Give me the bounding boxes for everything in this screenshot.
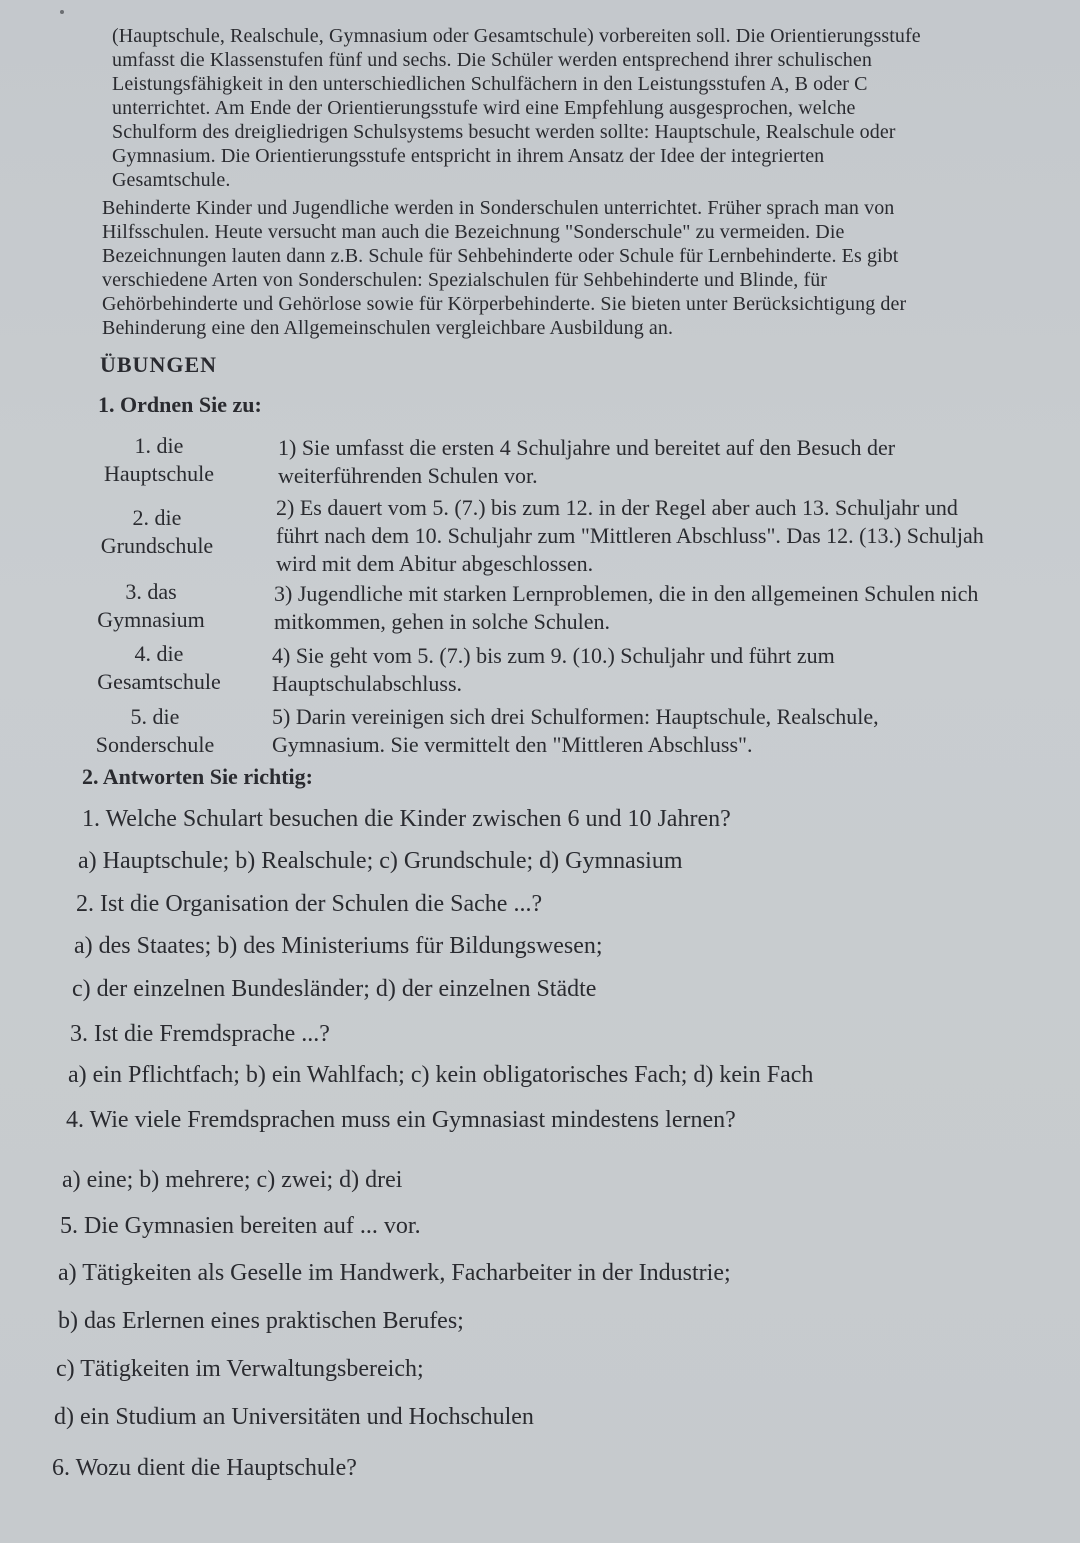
answer-option: a) Tätigkeiten als Geselle im Handwerk, Facharbeiter in der Industrie; (58, 1260, 731, 1286)
answer-option: b) das Erlernen eines praktischen Berufes; (58, 1308, 464, 1334)
match-pair (0, 578, 1080, 640)
answer-options-line: a) Hauptschule; b) Realschule; c) Grundschule; d) Gymnasium (78, 848, 683, 874)
term-line: 3. das (125, 579, 177, 604)
match-definition (272, 703, 879, 759)
term-line: Gesamtschule (97, 669, 221, 694)
question-line: 2. Ist die Organisation der Schulen die Sache ...? (76, 891, 543, 917)
term-line: Sonderschule (95, 732, 215, 757)
intro-paragraph (112, 24, 1062, 192)
definition-line: 3) Jugendliche mit starken Lernproblemen, die in den allgemeinen Schulen nich (274, 581, 979, 606)
paragraph-line: Leistungsfähigkeit in den unterschiedlichen Schulfächern in den Leistungsstufen A, B oder C (112, 73, 868, 95)
paragraph-line: Hilfsschulen. Heute versucht man auch die Bezeichnung "Sonderschule" zu vermeiden. Die (102, 221, 845, 243)
paragraph-line: Bezeichnungen lauten dann z.B. Schule für Sehbehinderte oder Schule für Lernbehinderte. Es gibt (102, 245, 899, 267)
term-line: 2. die (132, 505, 182, 530)
match-term (84, 640, 234, 696)
definition-line: weiterführenden Schulen vor. (278, 463, 538, 488)
paragraph-line: Gehörbehinderte und Gehörlose sowie für Körperbehinderte. Sie bieten unter Berücksichtigung der (102, 293, 907, 315)
term-line: 1. die (134, 433, 184, 458)
question-line: 4. Wie viele Fremdsprachen muss ein Gymnasiast mindestens lernen? (66, 1107, 736, 1133)
term-line: 5. die (130, 704, 180, 729)
match-term (84, 432, 234, 488)
answer-options-line: a) ein Pflichtfach; b) ein Wahlfach; c) kein obligatorisches Fach; d) kein Fach (68, 1062, 814, 1088)
answer-options-line: c) der einzelnen Bundesländer; d) der einzelnen Städte (72, 976, 597, 1002)
match-definition (272, 642, 835, 698)
paragraph-line: Behinderte Kinder und Jugendliche werden in Sonderschulen unterrichtet. Früher sprach man von (102, 197, 895, 219)
match-pair (0, 430, 1080, 492)
task1-title: 1. Ordnen Sie zu: (98, 392, 262, 417)
term-line: Gymnasium (97, 607, 205, 632)
task2-title: 2. Antworten Sie richtig: (82, 764, 313, 789)
definition-line: 4) Sie geht vom 5. (7.) bis zum 9. (10.) Schuljahr und führt zum (272, 643, 835, 668)
definition-line: mitkommen, gehen in solche Schulen. (274, 609, 611, 634)
definition-line: führt nach dem 10. Schuljahr zum "Mittleren Abschluss". Das 12. (13.) Schuljah (276, 523, 984, 548)
exercises-heading: ÜBUNGEN (100, 352, 218, 377)
term-line: 4. die (134, 641, 184, 666)
match-pair (0, 640, 1080, 702)
definition-line: 2) Es dauert vom 5. (7.) bis zum 12. in der Regel aber auch 13. Schuljahr und (276, 495, 958, 520)
paragraph-line: verschiedene Arten von Sonderschulen: Spezialschulen für Sehbehinderte und Blinde, für (102, 269, 828, 291)
answer-option: c) Tätigkeiten im Verwaltungsbereich; (56, 1356, 424, 1382)
match-pair (0, 703, 1080, 765)
answer-option: d) ein Studium an Universitäten und Hochschulen (54, 1404, 534, 1430)
question-line: 5. Die Gymnasien bereiten auf ... vor. (60, 1213, 421, 1239)
definition-line: wird mit dem Abitur abgeschlossen. (276, 551, 594, 576)
definition-line: 5) Darin vereinigen sich drei Schulformen: Hauptschule, Realschule, (272, 704, 879, 729)
match-term (82, 504, 232, 560)
term-line: Hauptschule (104, 461, 214, 486)
match-definition (276, 494, 984, 578)
paragraph-line: Behinderung eine den Allgemeinschulen vergleichbare Ausbildung an. (102, 317, 674, 339)
paragraph-line: unterrichtet. Am Ende der Orientierungsstufe wird eine Empfehlung ausgesprochen, welche (112, 97, 856, 119)
corner-mark (60, 10, 64, 14)
definition-line: 1) Sie umfasst die ersten 4 Schuljahre und bereitet auf den Besuch der (278, 435, 896, 460)
answer-options-line: a) des Staates; b) des Ministeriums für Bildungswesen; (74, 933, 603, 959)
definition-line: Gymnasium. Sie vermittelt den "Mittleren Abschluss". (272, 732, 753, 757)
paragraph-line: Gymnasium. Die Orientierungsstufe entspricht in ihrem Ansatz der Idee der integrierten (112, 145, 825, 167)
match-definition (274, 580, 978, 636)
definition-line: Hauptschulabschluss. (272, 671, 463, 696)
match-pair (0, 492, 1080, 578)
answer-options-line: a) eine; b) mehrere; c) zwei; d) drei (62, 1167, 403, 1193)
question-line: 3. Ist die Fremdsprache ...? (70, 1021, 330, 1047)
question-line: 6. Wozu dient die Hauptschule? (52, 1455, 357, 1481)
match-term (80, 703, 230, 759)
paragraph-line: umfasst die Klassenstufen fünf und sechs. Die Schüler werden entsprechend ihrer schulischen (112, 49, 872, 71)
question-line: 1. Welche Schulart besuchen die Kinder zwischen 6 und 10 Jahren? (82, 806, 731, 832)
match-definition (278, 434, 895, 490)
special-schools-paragraph (102, 196, 1072, 340)
paragraph-line: Gesamtschule. (112, 169, 231, 191)
paragraph-line: (Hauptschule, Realschule, Gymnasium oder Gesamtschule) vorbereiten soll. Die Orientierungsstufe (112, 25, 921, 47)
term-line: Grundschule (100, 533, 214, 558)
paragraph-line: Schulform des dreigliedrigen Schulsystems besucht werden sollte: Hauptschule, Realschule oder (112, 121, 896, 143)
match-term (76, 578, 226, 634)
